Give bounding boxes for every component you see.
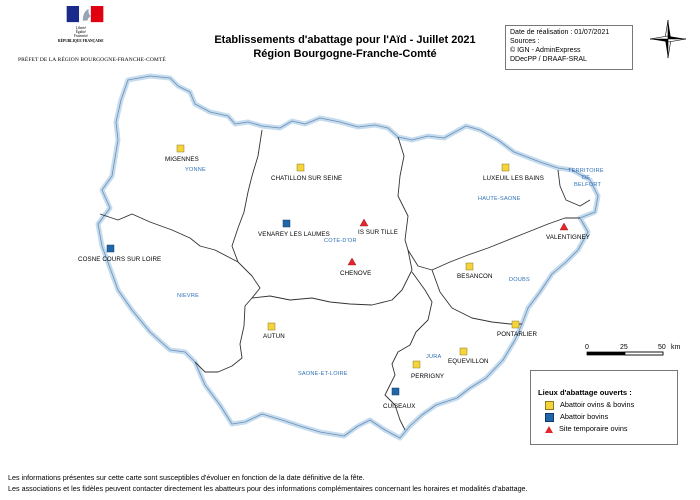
republic-motto-1: Liberté bbox=[75, 26, 87, 30]
footer-notes bbox=[8, 472, 528, 494]
republic-motto-3: Fraternité bbox=[73, 34, 88, 39]
legend-item-ovins-bovins bbox=[545, 400, 634, 410]
info-sources-label: Sources : bbox=[510, 38, 540, 45]
dept-label-cote-dor: COTE-D'OR bbox=[324, 238, 357, 244]
footer-line-2: Les associations et les fidèles peuvent contacter directement les abatteurs pour des informations complémentaires concernant les horaires et modalités d'abattage. bbox=[8, 484, 528, 493]
title-line-1: Etablissements d'abattage pour l'Aïd - Juillet 2021 bbox=[214, 34, 476, 46]
region-outline bbox=[98, 76, 598, 438]
scale-tick-0: 0 bbox=[585, 344, 589, 351]
scale-unit: km bbox=[671, 344, 681, 351]
blue-square-icon bbox=[545, 413, 554, 422]
label-pontarlier: PONTARLIER bbox=[497, 331, 538, 338]
scale-tick-25: 25 bbox=[620, 344, 628, 351]
info-source-2: DDecPP / DRAAF-SRAL bbox=[510, 56, 587, 63]
info-date: Date de réalisation : 01/07/2021 bbox=[510, 29, 610, 36]
sites-bovins bbox=[107, 220, 399, 395]
marker-perrigny[interactable] bbox=[413, 361, 420, 368]
marker-pontarlier[interactable] bbox=[512, 321, 519, 328]
legend-title: Lieux d'abattage ouverts : bbox=[538, 388, 632, 397]
footer-line-1: Les informations présentes sur cette carte sont susceptibles d'évoluer en fonction de la date définitive de la fête. bbox=[8, 473, 365, 482]
republic-block bbox=[58, 26, 104, 43]
label-equevillon: EQUEVILLON bbox=[448, 358, 489, 365]
north-arrow-icon bbox=[648, 18, 688, 60]
region-outline-halo bbox=[98, 76, 598, 438]
scale-tick-50: 50 bbox=[658, 344, 666, 351]
marker-cuiseaux[interactable] bbox=[392, 388, 399, 395]
prefect-label: PRÉFET DE LA RÉGION BOURGOGNE-FRANCHE-COMTÉ bbox=[18, 57, 166, 63]
legend-label-bovins: Abattoir bovins bbox=[560, 412, 609, 421]
label-valentigney: VALENTIGNEY bbox=[546, 234, 590, 241]
dept-label-yonne: YONNE bbox=[185, 167, 206, 173]
label-migennes: MIGENNES bbox=[165, 156, 199, 163]
marker-equevillon[interactable] bbox=[460, 348, 467, 355]
dept-label-nievre: NIEVRE bbox=[177, 293, 200, 299]
label-is-sur-tille: IS SUR TILLE bbox=[358, 229, 398, 236]
dept-label-belfort-3: BELFORT bbox=[574, 182, 602, 188]
sites-temporaires bbox=[348, 219, 568, 265]
marker-autun[interactable] bbox=[268, 323, 275, 330]
label-chatillon: CHATILLON SUR SEINE bbox=[271, 175, 343, 182]
marker-chatillon[interactable] bbox=[297, 164, 304, 171]
label-perrigny: PERRIGNY bbox=[411, 373, 445, 380]
dept-label-belfort-1: TERRITOIRE bbox=[568, 168, 604, 174]
red-triangle-icon bbox=[545, 426, 553, 433]
label-cuiseaux: CUISEAUX bbox=[383, 403, 416, 410]
label-luxeuil: LUXEUIL LES BAINS bbox=[483, 175, 544, 182]
label-cosne: COSNE COURS SUR LOIRE bbox=[78, 256, 162, 263]
marker-luxeuil[interactable] bbox=[502, 164, 509, 171]
dept-label-belfort-2: DE bbox=[582, 175, 591, 181]
legend-item-bovins bbox=[545, 412, 608, 422]
marker-chenove[interactable] bbox=[348, 258, 356, 265]
dept-label-jura: JURA bbox=[426, 354, 442, 360]
legend-item-temporaire bbox=[545, 424, 628, 433]
marianne-logo bbox=[60, 6, 110, 28]
marker-is-sur-tille[interactable] bbox=[360, 219, 368, 226]
title-line-2: Région Bourgogne-Franche-Comté bbox=[253, 48, 437, 60]
marker-cosne[interactable] bbox=[107, 245, 114, 252]
label-venarey: VENAREY LES LAUMES bbox=[258, 231, 330, 238]
label-besancon: BESANCON bbox=[457, 273, 493, 280]
map-title bbox=[200, 33, 490, 61]
scale-bar bbox=[585, 342, 685, 362]
info-source-1: © IGN - AdminExpress bbox=[510, 47, 581, 54]
legend bbox=[530, 370, 678, 445]
legend-label-ovins-bovins: Abattoir ovins & bovins bbox=[560, 400, 635, 409]
info-box bbox=[505, 25, 633, 70]
marker-besancon[interactable] bbox=[466, 263, 473, 270]
marker-migennes[interactable] bbox=[177, 145, 184, 152]
dept-label-saone-et-loire: SAONE-ET-LOIRE bbox=[298, 371, 348, 377]
yellow-square-icon bbox=[545, 401, 554, 410]
marker-venarey[interactable] bbox=[283, 220, 290, 227]
label-autun: AUTUN bbox=[263, 333, 285, 340]
legend-label-temporaire: Site temporaire ovins bbox=[559, 424, 628, 433]
marker-valentigney[interactable] bbox=[560, 223, 568, 230]
dept-label-doubs: DOUBS bbox=[509, 277, 530, 283]
republic-name: RÉPUBLIQUE FRANÇAISE bbox=[58, 38, 104, 43]
dept-label-haute-saone: HAUTE-SAONE bbox=[478, 196, 521, 202]
label-chenove: CHENOVE bbox=[340, 270, 372, 277]
republic-motto-2: Égalité bbox=[75, 30, 86, 35]
